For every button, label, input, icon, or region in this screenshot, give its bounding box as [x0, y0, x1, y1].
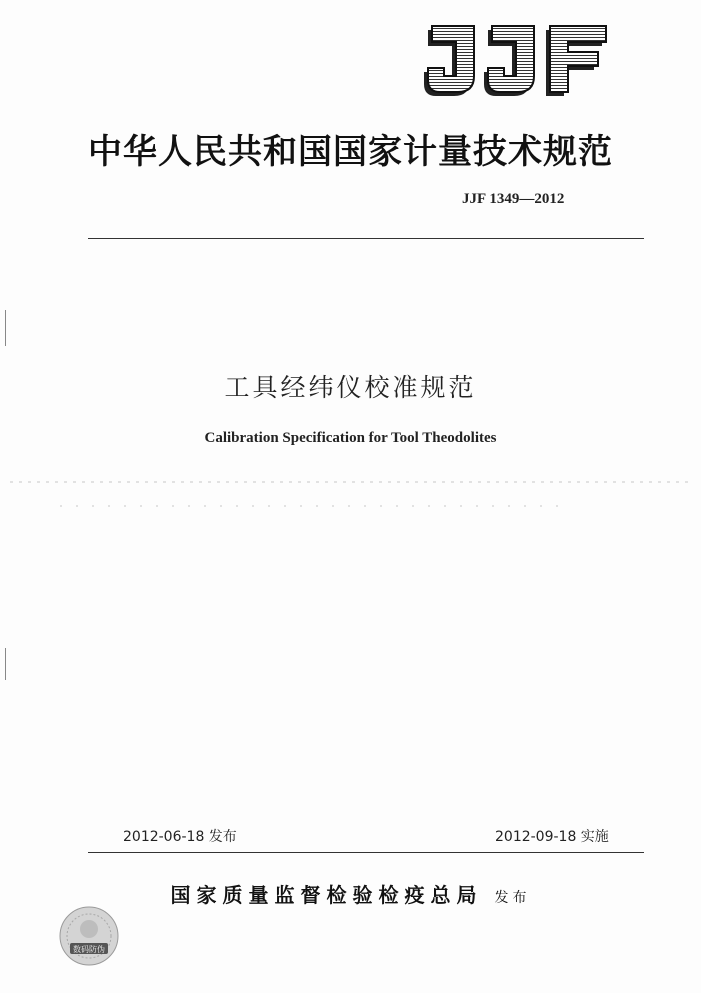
scan-artifact: [0, 470, 701, 520]
standard-number: JJF 1349—2012: [462, 191, 565, 207]
jjf-logo: [418, 20, 608, 100]
bottom-divider: [88, 852, 644, 853]
top-divider: [88, 238, 644, 239]
scan-edge-mark: [5, 648, 6, 680]
issuer-name: 国家质量监督检验检疫总局: [170, 883, 483, 907]
issuer-release: 发布: [494, 890, 531, 906]
title-english: Calibration Specification for Tool Theodolites: [204, 430, 497, 446]
title-chinese: 工具经纬仪校准规范: [224, 373, 477, 402]
anti-counterfeit-stamp: [58, 905, 120, 967]
issuer-line: [0, 879, 701, 908]
org-title: 中华人民共和国国家计量技术规范: [88, 132, 613, 172]
implementation-date: 2012-09-18 实施: [495, 829, 609, 845]
issue-date: 2012-06-18 发布: [123, 829, 237, 845]
logo-text: JJF: [418, 20, 420, 21]
stamp-text: 数码防伪: [73, 945, 105, 954]
scan-edge-mark: [5, 310, 6, 346]
